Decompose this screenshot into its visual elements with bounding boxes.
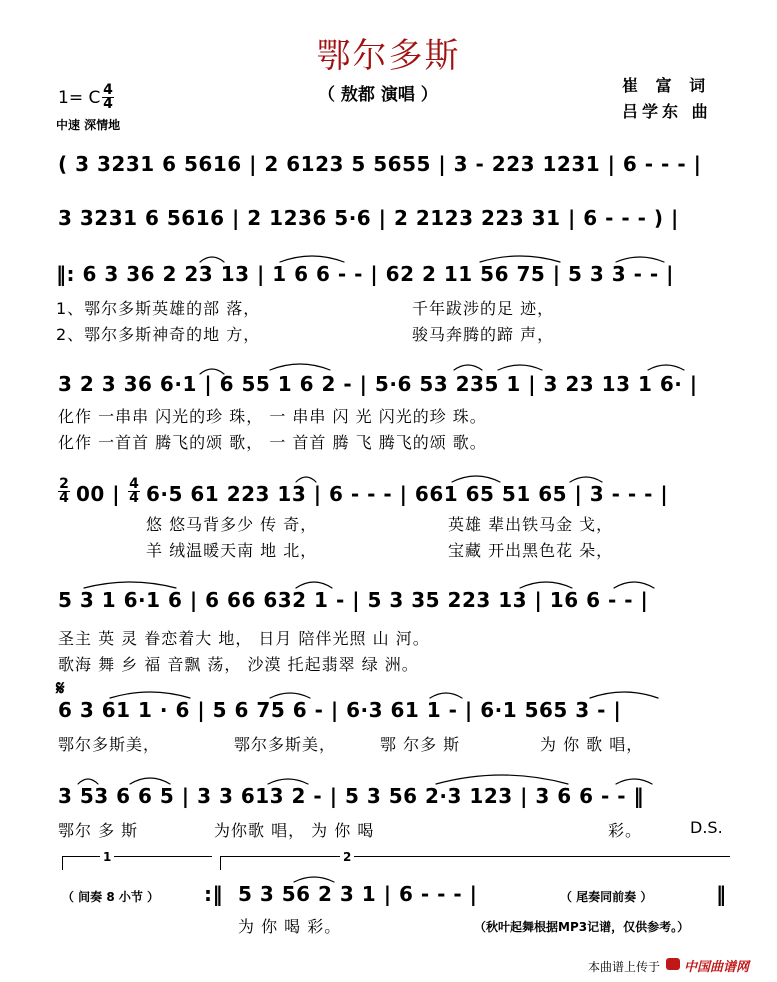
score-row-3: ‖: 6 3 36 2 23 13 | 1 6 6 - - | 62 2 11 56 75 | 5 3 3 - - | <box>56 262 674 286</box>
composer-credit: 吕学东 曲 <box>622 102 712 121</box>
lyricist-credit: 崔 富 词 <box>622 76 712 95</box>
interlude-note: （ 间奏 8 小节 ） <box>62 890 160 904</box>
segno-sign: 𝄋 <box>56 676 65 700</box>
score-row-4: 3 2 3 36 6·1 | 6 55 1 6 2 - | 5·6 53 235 1 | 3 23 13 1 6· | <box>58 372 698 396</box>
score-row-7: 6 3 61 1 · 6 | 5 6 75 6 - | 6·3 61 1 - | 6·1 565 3 - | <box>58 698 622 722</box>
score-row-9: 5 3 56 2 3 1 | 6 - - - | <box>238 882 478 906</box>
lyric-verse1-a: 1、鄂尔多斯英雄的部 落， <box>56 299 261 318</box>
score-row-5-prefix: 00 | <box>76 482 121 506</box>
final-barline: ‖ <box>716 882 727 906</box>
repeat-end-sign: :‖ <box>204 882 223 906</box>
lyric-row7-d: 为 你 歌 唱， <box>540 735 644 754</box>
performer-line: （ 敖都 演唱 ） <box>318 85 438 105</box>
lyric-row7-b: 鄂尔多斯美， <box>234 735 337 754</box>
lyric-row7-c: 鄂 尔多 斯 <box>380 735 461 754</box>
transcription-note: （秋叶起舞根据MP3记谱，仅供参考。） <box>474 920 690 934</box>
volta-1-number: 1 <box>100 850 114 864</box>
key-signature: 1= C <box>58 88 101 108</box>
lyric-row6-verse1: 圣主 英 灵 眷恋着大 地， 日月 陪伴光照 山 河。 <box>58 629 430 648</box>
lyric-row8-a: 鄂尔 多 斯 <box>58 821 139 840</box>
lyric-verse2-b: 骏马奔腾的蹄 声， <box>412 325 555 344</box>
score-row-8: 3 53 6 6 5 | 3 3 613 2 - | 5 3 56 2·3 123 | 3 6 6 - - ‖ <box>58 784 645 808</box>
lyric-row8-b: 为你歌 唱， 为 你 喝 <box>214 821 375 840</box>
song-title: 鄂尔多斯 <box>316 36 461 76</box>
score-row-2: 3 3231 6 5616 | 2 1236 5·6 | 2 2123 223 31 | 6 - - - ) | <box>58 206 679 230</box>
score-row-6: 5 3 1 6·1 6 | 6 66 632 1 - | 5 3 35 223 13 | 16 6 - - | <box>58 588 649 612</box>
time-signature-4-4: 4 4 <box>129 476 139 506</box>
lyric-verse2-a: 2、鄂尔多斯神奇的地 方， <box>56 325 261 344</box>
lyric-row8-c: 彩。 <box>608 821 643 840</box>
score-row-1: ( 3 3231 6 5616 | 2 6123 5 5655 | 3 - 223 1231 | 6 - - - | <box>58 152 702 176</box>
lyric-row5-verse1-a: 悠 悠马背多少 传 奇， <box>146 515 318 534</box>
dal-segno-mark: D.S. <box>690 818 723 837</box>
lyric-row5-verse2-b: 宝藏 开出黑色花 朵， <box>448 541 614 560</box>
lyric-row4-verse1: 化作 一串串 闪光的珍 珠， 一 串串 闪 光 闪光的珍 珠。 <box>58 407 487 426</box>
lyric-row5-verse1-b: 英雄 辈出铁马金 戈， <box>448 515 614 534</box>
lyric-row6-verse2: 歌海 舞 乡 福 音飘 荡， 沙漠 托起翡翠 绿 洲。 <box>58 655 419 674</box>
site-brand: 中国曲谱网 <box>684 960 750 975</box>
upload-note: 本曲谱上传于 <box>588 960 661 974</box>
lyric-verse1-b: 千年跋涉的足 迹， <box>412 299 555 318</box>
lyric-row5-verse2-a: 羊 绒温暖天南 地 北， <box>146 541 318 560</box>
lyric-row9: 为 你 喝 彩。 <box>238 917 342 936</box>
time-signature: 4 4 <box>103 82 113 112</box>
lyric-row4-verse2: 化作 一首首 腾飞的颂 歌， 一 首首 腾 飞 腾飞的颂 歌。 <box>58 433 487 452</box>
tempo-marking: 中速 深情地 <box>56 118 121 132</box>
volta-2-number: 2 <box>340 850 354 864</box>
lyric-row7-a: 鄂尔多斯美， <box>58 735 161 754</box>
outro-note: （ 尾奏同前奏 ） <box>560 890 653 904</box>
time-signature-2-4: 2 4 <box>59 476 69 506</box>
score-row-5: 6·5 61 223 13 | 6 - - - | 661 65 51 65 | 3 - - - | <box>146 482 669 506</box>
